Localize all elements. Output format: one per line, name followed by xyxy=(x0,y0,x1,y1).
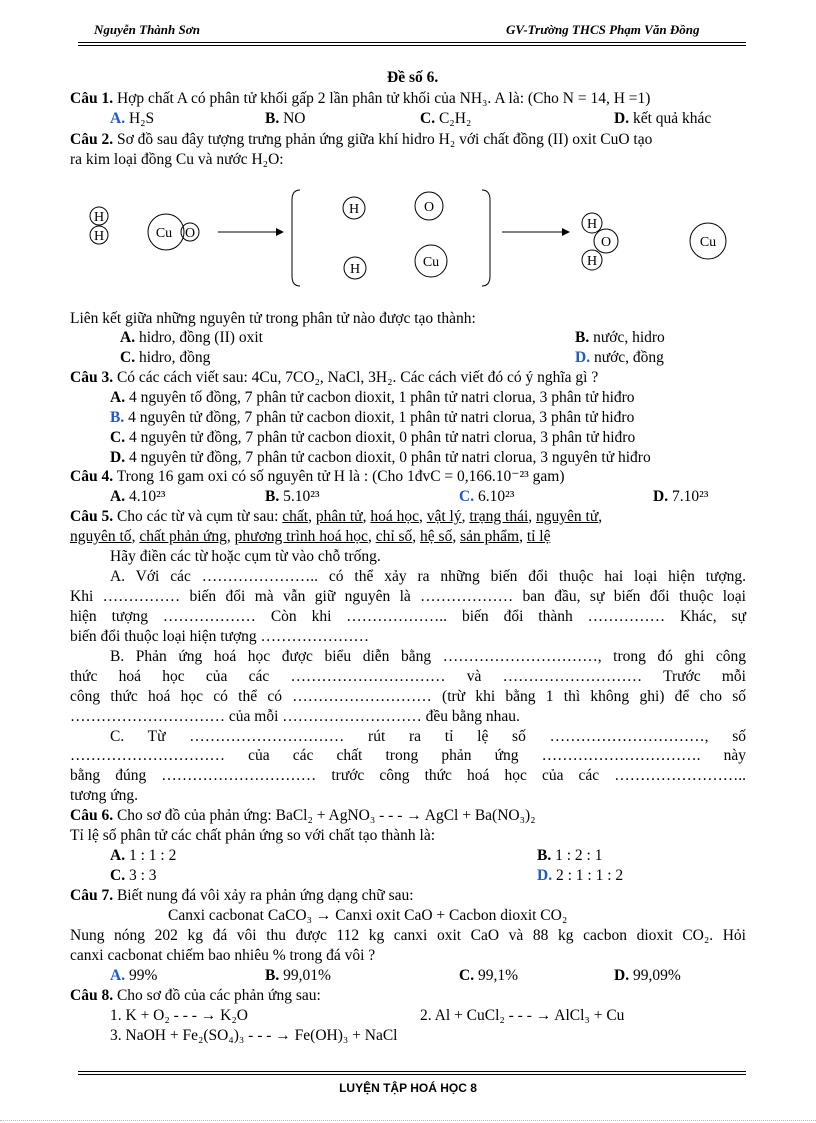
q7-c-text: 99,1% xyxy=(477,967,518,984)
q7-b-text: 99,01% xyxy=(283,967,331,984)
q6-c-label: C. xyxy=(110,867,126,884)
q5-label: Câu 5. xyxy=(70,508,114,525)
q5-word-11: hệ số xyxy=(420,528,453,545)
q7-option-c xyxy=(459,966,518,986)
q3-option-c xyxy=(110,428,635,448)
header-rule-2 xyxy=(78,45,746,46)
q5-line-12: tương ứng. xyxy=(70,787,139,804)
q5-words-line2: nguyên tố, chất phản ứng, phương trình hoá học, chỉ số, hệ số, sản phẩm, tỉ lệ xyxy=(70,528,551,545)
q5-word-1: chất xyxy=(282,508,309,525)
q8-reaction-3: 3. NaOH + Fe₂(SO₄)₃ - - - → Fe(OH)₃ + NaCl xyxy=(110,1027,398,1044)
q6-option-d xyxy=(537,866,623,886)
q1-label: Câu 1. xyxy=(70,90,114,107)
q3-d-label: D. xyxy=(110,449,126,466)
q7-a-text: 99% xyxy=(128,967,158,984)
q6-a-label: A. xyxy=(110,847,126,864)
q8-text: Cho sơ đồ của các phản ứng sau: xyxy=(116,987,321,1004)
q6-b-text: 1 : 2 : 1 xyxy=(555,847,603,864)
q4-a-label: A. xyxy=(110,488,126,505)
q2-line1: Sơ đồ sau đây tượng trưng phản ứng giữa khí hidro H₂ với chất đồng (II) oxit CuO tạo xyxy=(116,131,653,148)
q1-c-text: C₂H₂ xyxy=(438,110,472,127)
q1-option-a xyxy=(110,109,154,129)
header-author: Nguyễn Thành Sơn xyxy=(94,22,200,37)
footer-title: LUYỆN TẬP HOÁ HỌC 8 xyxy=(339,1081,477,1095)
atom-cu-2: Cu xyxy=(422,255,440,270)
q3-label: Câu 3. xyxy=(70,369,114,386)
page-edge xyxy=(0,1120,816,1121)
q1-b-text: NO xyxy=(283,110,306,127)
q4-d-text: 7.10²³ xyxy=(671,488,709,505)
q6-label: Câu 6. xyxy=(70,807,114,824)
q4-c-label: C. xyxy=(459,488,475,505)
q6-d-label: D. xyxy=(537,867,553,884)
question-8 xyxy=(70,986,321,1006)
q2-label: Câu 2. xyxy=(70,131,114,148)
q4-option-d xyxy=(653,487,708,507)
q5-intro: Cho các từ và cụm từ sau: xyxy=(116,508,279,525)
question-6 xyxy=(70,806,536,826)
question-5: Câu 5. Cho các từ và cụm từ sau: chất, phân tử, hoá học, vật lý, trạng thái, nguyên tử, xyxy=(70,508,603,525)
q5-line-2: Khi …………… biến đổi mà vẫn giữ nguyên là ……………… ban đầu, sự biến đổi thuộc loại xyxy=(70,588,746,605)
q4-b-text: 5.10²³ xyxy=(283,488,320,505)
q4-b-label: B. xyxy=(265,488,280,505)
q4-option-b xyxy=(265,487,320,507)
q7-equation: Canxi cacbonat CaCO₃ → Canxi oxit CaO + Cacbon dioxit CO₂ xyxy=(168,907,568,924)
q5-word-9: phương trình hoá học xyxy=(234,528,368,545)
q3-c-label: C. xyxy=(110,429,126,446)
q7-line-1: Nung nóng 202 kg đá vôi thu được 112 kg canxi oxit CaO và 88 kg cacbon dioxit CO₂. Hỏi xyxy=(70,927,746,944)
q2-option-a xyxy=(120,328,263,348)
q1-a-text: H₂S xyxy=(128,110,155,127)
q1-option-d xyxy=(614,109,711,129)
q5-line-5: B. Phản ứng hoá học được biểu diễn bằng …………………………, trong đó ghi công xyxy=(110,648,746,665)
q8-label: Câu 8. xyxy=(70,987,114,1004)
q4-option-c xyxy=(459,487,514,507)
q4-c-text: 6.10²³ xyxy=(477,488,515,505)
q5-instruction: Hãy điền các từ hoặc cụm từ vào chỗ trống. xyxy=(110,548,381,565)
atom-o-1: O xyxy=(184,226,196,241)
q7-d-text: 99,09% xyxy=(632,967,681,984)
header-school: GV-Trường THCS Phạm Văn Đồng xyxy=(506,22,700,37)
q4-option-a xyxy=(110,487,165,507)
q6-option-b xyxy=(537,846,602,866)
q5-word-12: sản phẩm xyxy=(460,528,520,545)
q3-option-d xyxy=(110,448,651,468)
q7-a-label: A. xyxy=(110,967,126,984)
q1-d-text: kết quả khác xyxy=(632,110,712,127)
q7-b-label: B. xyxy=(265,967,280,984)
atom-h-4: H xyxy=(349,262,361,277)
q3-option-a xyxy=(110,388,635,408)
q1-b-label: B. xyxy=(265,110,280,127)
q6-option-c xyxy=(110,866,157,886)
q7-d-label: D. xyxy=(614,967,630,984)
footer-rule-2 xyxy=(78,1074,746,1075)
q2-b-label: B. xyxy=(575,329,590,346)
atom-h-6: H xyxy=(586,254,598,269)
q4-d-label: D. xyxy=(653,488,669,505)
q6-b-label: B. xyxy=(537,847,552,864)
page-title: Đề số 6. xyxy=(387,69,439,86)
q3-text: Có các cách viết sau: 4Cu, 7CO₂, NaCl, 3H₂. Các cách viết đó có ý nghĩa gì ? xyxy=(116,369,599,386)
q6-a-text: 1 : 1 : 2 xyxy=(128,847,177,864)
question-2 xyxy=(70,130,652,150)
q5-line-1: A. Với các ………………….. có thể xảy ra những biến đổi thuộc hai loại hiện tượng. xyxy=(110,568,746,585)
q7-line-2: canxi cacbonat chiếm bao nhiêu % trong đá vôi ? xyxy=(70,947,376,964)
q6-d-text: 2 : 1 : 1 : 2 xyxy=(555,867,624,884)
q2-a-text: hidro, đồng (II) oxit xyxy=(138,329,263,346)
q5-word-5: trạng thái xyxy=(469,508,529,525)
q8-reaction-2: 2. Al + CuCl₂ - - - → AlCl₃ + Cu xyxy=(420,1007,625,1024)
q5-word-2: phân tử xyxy=(315,508,363,525)
q2-a-label: A. xyxy=(120,329,136,346)
reaction-diagram xyxy=(78,184,758,294)
q3-a-text: 4 nguyên tố đồng, 7 phân tử cacbon dioxit, 1 phân tử natri clorua, 3 phân tử hiđro xyxy=(128,389,635,406)
q2-option-b xyxy=(575,328,665,348)
q2-d-label: D. xyxy=(575,349,591,366)
atom-o-3: O xyxy=(600,235,612,250)
q5-line-7: công thức hoá học có thể có ……………………… (trừ khi bằng 1 thì không ghi) để cho số xyxy=(70,688,746,705)
q6-text: Cho sơ đồ của phản ứng: BaCl₂ + AgNO₃ - - - → AgCl + Ba(NO₃)₂ xyxy=(116,807,536,824)
question-3 xyxy=(70,368,598,388)
q5-line-9: C. Từ ………………………… rút ra tỉ lệ số …………………………, số xyxy=(110,728,746,745)
question-4 xyxy=(70,467,564,487)
q2-d-text: nước, đồng xyxy=(593,349,664,366)
q3-c-text: 4 nguyên tử đồng, 7 phân tử cacbon dioxit, 0 phân tử natri clorua, 3 phân tử hiđro xyxy=(128,429,636,446)
q5-word-8: chất phản ứng xyxy=(139,528,227,545)
header-rule xyxy=(78,42,746,43)
q7-option-d xyxy=(614,966,681,986)
q3-b-text: 4 nguyên tử đồng, 7 phân tử cacbon dioxit, 1 phân tử natri clorua, 3 phân tử hiđro xyxy=(128,409,635,426)
q3-d-text: 4 nguyên tử đồng, 7 phân tử cacbon dioxit, 0 phân tử natri clorua, 3 nguyên tử hiđro xyxy=(128,449,651,466)
q1-option-c xyxy=(420,109,471,129)
q8-reaction-1: 1. K + O₂ - - - → K₂O xyxy=(110,1007,248,1024)
q4-label: Câu 4. xyxy=(70,468,114,485)
q1-a-label: A. xyxy=(110,110,126,127)
q5-line-4: biến đổi thuộc loại hiện tượng ………………… xyxy=(70,628,370,645)
q5-word-6: nguyên tử xyxy=(536,508,599,525)
q3-option-b xyxy=(110,408,634,428)
q7-option-b xyxy=(265,966,331,986)
atom-h-2: H xyxy=(93,229,105,244)
atom-h-1: H xyxy=(93,210,105,225)
q6-c-text: 3 : 3 xyxy=(128,867,157,884)
atom-cu-1: Cu xyxy=(155,226,173,241)
q5-line-3: hiện tượng ……………… Còn khi ……………….. biến đổi thành …………… Khác, sự xyxy=(70,608,746,625)
atom-h-3: H xyxy=(348,202,360,217)
q1-text: Hợp chất A có phân tử khối gấp 2 lần phân tử khối của NH₃. A là: (Cho N = 14, H =1) xyxy=(116,90,651,107)
q5-line-6: thức hoá học của các ………………………… và ……………………… Trước mỗi xyxy=(70,668,746,685)
q3-b-label: B. xyxy=(110,409,125,426)
q7-label: Câu 7. xyxy=(70,887,114,904)
q5-word-7: nguyên tố xyxy=(70,528,132,545)
q2-line2: ra kim loại đồng Cu và nước H₂O: xyxy=(70,151,284,168)
footer-rule xyxy=(78,1071,746,1072)
q5-word-4: vật lý xyxy=(426,508,462,525)
q5-word-13: tỉ lệ xyxy=(526,528,551,545)
atom-h-5: H xyxy=(586,217,598,232)
q5-line-11: bằng đúng ………………………… trước công thức hoá học của các …………………….. xyxy=(70,767,746,784)
q5-line-10: ………………………… của các chất trong phản ứng …………………………. này xyxy=(70,747,746,764)
question-7 xyxy=(70,886,414,906)
question-1 xyxy=(70,89,650,109)
q7-c-label: C. xyxy=(459,967,475,984)
q1-c-label: C. xyxy=(420,110,436,127)
q1-option-b xyxy=(265,109,305,129)
q3-a-label: A. xyxy=(110,389,126,406)
atom-cu-3: Cu xyxy=(699,235,717,250)
q2-stem: Liên kết giữa những nguyên tử trong phân tử nào được tạo thành: xyxy=(70,310,476,327)
atom-o-2: O xyxy=(423,200,435,215)
q1-d-label: D. xyxy=(614,110,630,127)
q5-word-10: chỉ số xyxy=(375,528,413,545)
q4-text: Trong 16 gam oxi có số nguyên tử H là : (Cho 1đvC = 0,166.10⁻²³ gam) xyxy=(116,468,565,485)
q6-option-a xyxy=(110,846,176,866)
q2-option-c xyxy=(120,348,210,368)
q4-a-text: 4.10²³ xyxy=(128,488,166,505)
q2-b-text: nước, hidro xyxy=(593,329,665,346)
q2-option-d xyxy=(575,348,664,368)
q2-c-label: C. xyxy=(120,349,136,366)
q2-c-text: hidro, đồng xyxy=(138,349,211,366)
q7-option-a xyxy=(110,966,157,986)
q7-text: Biết nung đá vôi xảy ra phản ứng dạng chữ sau: xyxy=(116,887,414,904)
q5-word-3: hoá học xyxy=(370,508,419,525)
q5-line-8: ………………………… của mỗi ……………………… đều bằng nhau. xyxy=(70,708,520,725)
q6-stem: Tỉ lệ số phân tử các chất phản ứng so với chất tạo thành là: xyxy=(70,827,436,844)
